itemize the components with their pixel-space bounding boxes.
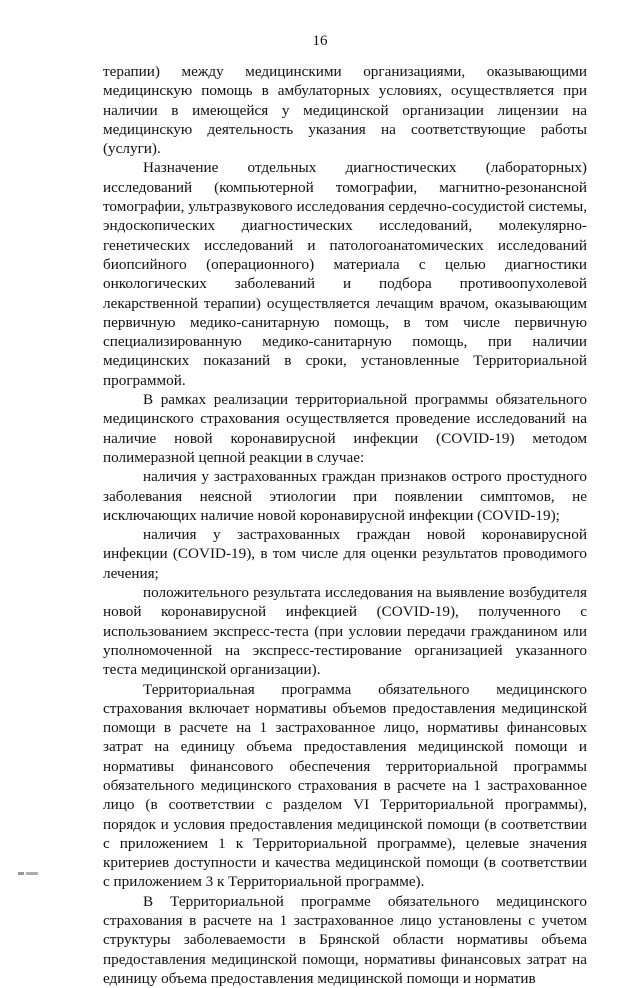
page-number: 16 [312,33,328,49]
scan-artifact-mark [18,872,38,875]
paragraph: В рамках реализации территориальной программы обязательного медицинского страхования осуществляется проведение исследований на наличие новой коронавирусной инфекции (COVID-19) методом полимеразной цепной реакции в случае: [103,391,587,466]
paragraph: наличия у застрахованных граждан новой коронавирусной инфекции (COVID-19), в том числе для оценки результатов проводимого лечения; [103,526,587,582]
paragraph: Назначение отдельных диагностических (лабораторных) исследований (компьютерной томографии, магнитно-резонансной томографии, ультразвукового исследования сердечно-сосудистой системы, эндоскопических диагностических исследований, молекулярно-генетических исследований и патологоанатомических исследований биопсийного (операционного) материала с целью диагностики онкологических заболеваний и подбора противоопухолевой лекарственной терапии) осуществляется лечащим врачом, оказывающим первичную медико-санитарную помощь, в том числе первичную специализированную медико-санитарную помощь, при наличии медицинских показаний в сроки, установленные Территориальной программой. [103,159,587,389]
document-body [103,62,587,988]
paragraph: терапии) между медицинскими организациями, оказывающими медицинскую помощь в амбулаторных условиях, осуществляется при наличии в имеющейся у медицинской организации лицензии на медицинскую деятельность указания на соответствующие работы (услуги). [103,63,587,158]
paragraph: наличия у застрахованных граждан признаков острого простудного заболевания неясной этиологии при появлении симптомов, не исключающих наличие новой коронавирусной инфекции (COVID-19); [103,468,587,524]
paragraph: В Территориальной программе обязательного медицинского страхования в расчете на 1 застрахованное лицо установлены с учетом структуры заболеваемости в Брянской области нормативы объема предоставления медицинской помощи, нормативы финансовых затрат на единицу объема предоставления медицинской помощи и норматив [103,892,587,987]
paragraph: Территориальная программа обязательного медицинского страхования включает нормативы объемов предоставления медицинской помощи в расчете на 1 застрахованное лицо, нормативы финансовых затрат на единицу объема предоставления медицинской помощи и нормативы финансового обеспечения территориальной программы обязательного медицинского страхования в расчете на 1 застрахованное лицо (в соответствии с разделом VI Территориальной программы), порядок и условия предоставления медицинской помощи (в соответствии с приложением 1 к Территориальной программе), целевые значения критериев доступности и качества медицинской помощи (в соответствии с приложением 3 к Территориальной программе). [103,680,587,891]
paragraph: положительного результата исследования на выявление возбудителя новой коронавирусной инфекцией (COVID-19), полученного с использованием экспресс-теста (при условии передачи гражданином или уполномоченной на экспресс-тестирование организацией указанного теста медицинской организации). [103,584,587,679]
